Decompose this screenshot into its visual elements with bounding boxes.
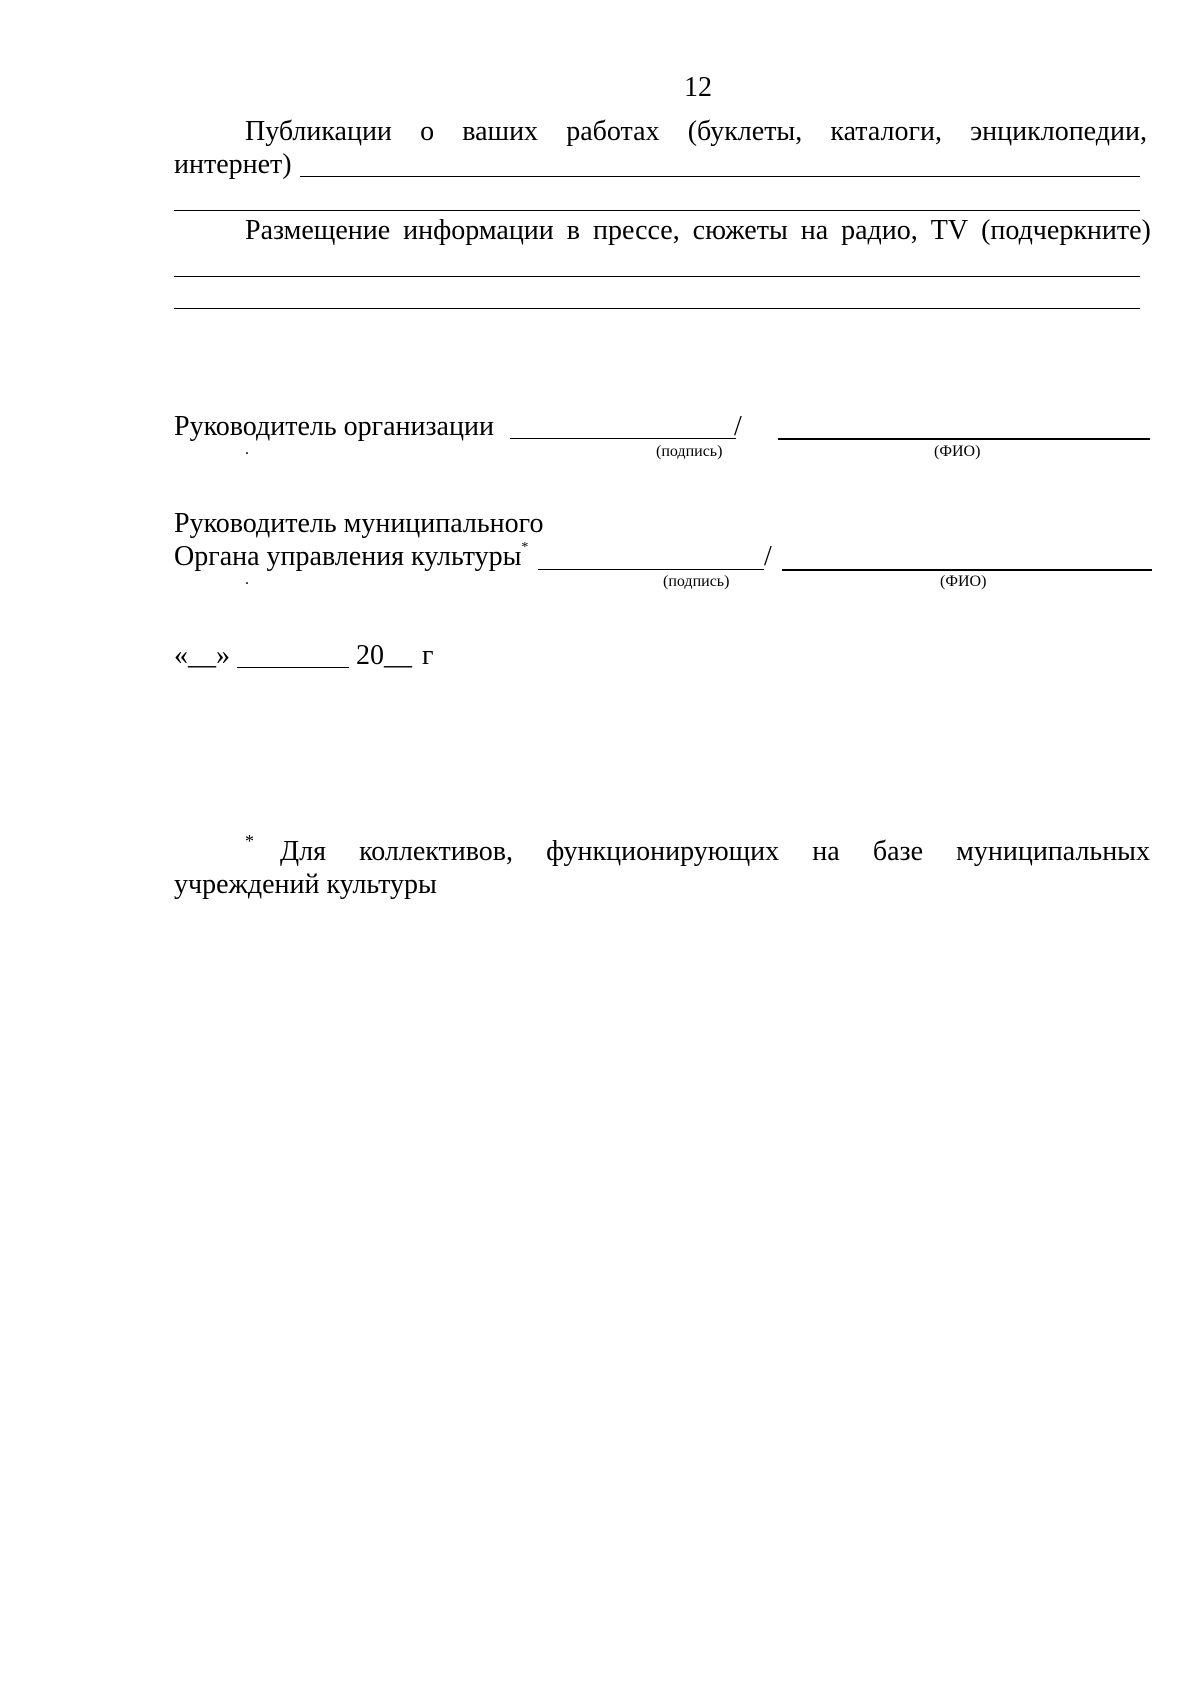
municipal-head-label-line-1: Руководитель муниципального	[174, 508, 544, 539]
word: энциклопедии,	[970, 116, 1147, 147]
org-head-label: Руководитель организации	[174, 411, 494, 442]
word: на	[812, 836, 840, 867]
word: радио,	[841, 215, 918, 246]
municipal-slash: /	[764, 541, 772, 572]
word: (буклеты,	[687, 116, 803, 147]
org-slash: /	[734, 411, 742, 442]
word: каталоги,	[830, 116, 942, 147]
publications-line-2-label: интернет)	[174, 149, 292, 180]
date-year: 20__	[356, 640, 412, 671]
word: Размещение	[245, 215, 391, 246]
date-month-line[interactable]	[237, 667, 349, 668]
word: прессе,	[592, 215, 680, 246]
date-suffix: г	[422, 640, 434, 671]
footnote-line-1	[280, 836, 1150, 868]
word: работах	[566, 116, 660, 147]
word: на	[800, 215, 829, 246]
word: Публикации	[245, 116, 392, 147]
org-fio-line[interactable]	[778, 438, 1150, 440]
municipal-fio-line[interactable]	[782, 569, 1152, 571]
press-line-1	[245, 215, 1151, 247]
word: Для	[280, 836, 326, 867]
press-fill-line-2[interactable]	[174, 308, 1140, 309]
org-signature-line[interactable]	[510, 438, 736, 439]
municipal-fio-caption: (ФИО)	[940, 573, 987, 590]
date-day: «__»	[174, 640, 230, 671]
word: TV	[930, 215, 969, 246]
footnote-marker: *	[521, 539, 529, 555]
word: информации	[403, 215, 554, 246]
word: муниципальных	[956, 836, 1150, 867]
word: базе	[872, 836, 924, 867]
word: функционирующих	[546, 836, 780, 867]
org-fio-caption: (ФИО)	[934, 443, 981, 460]
municipal-head-label-text: Органа управления культуры	[174, 541, 522, 572]
word: коллективов,	[359, 836, 513, 867]
publications-fill-line-2[interactable]	[174, 210, 1140, 211]
word: ваших	[462, 116, 539, 147]
footnote-star: *	[245, 831, 254, 851]
org-dot: .	[245, 441, 249, 458]
municipal-signature-line[interactable]	[538, 569, 764, 570]
publications-fill-line-1[interactable]	[300, 176, 1140, 177]
footnote-line-2: учреждений культуры	[174, 869, 437, 900]
org-podpis-caption: (подпись)	[656, 443, 723, 460]
word: в	[566, 215, 580, 246]
press-fill-line-1[interactable]	[174, 276, 1140, 277]
word: о	[420, 116, 435, 147]
municipal-head-label-line-2	[174, 541, 528, 573]
word: сюжеты	[692, 215, 788, 246]
publications-line-1	[245, 116, 1147, 148]
page-number: 12	[684, 72, 712, 103]
municipal-podpis-caption: (подпись)	[663, 573, 730, 590]
word: (подчеркните)	[981, 215, 1151, 246]
municipal-dot: .	[245, 571, 249, 588]
